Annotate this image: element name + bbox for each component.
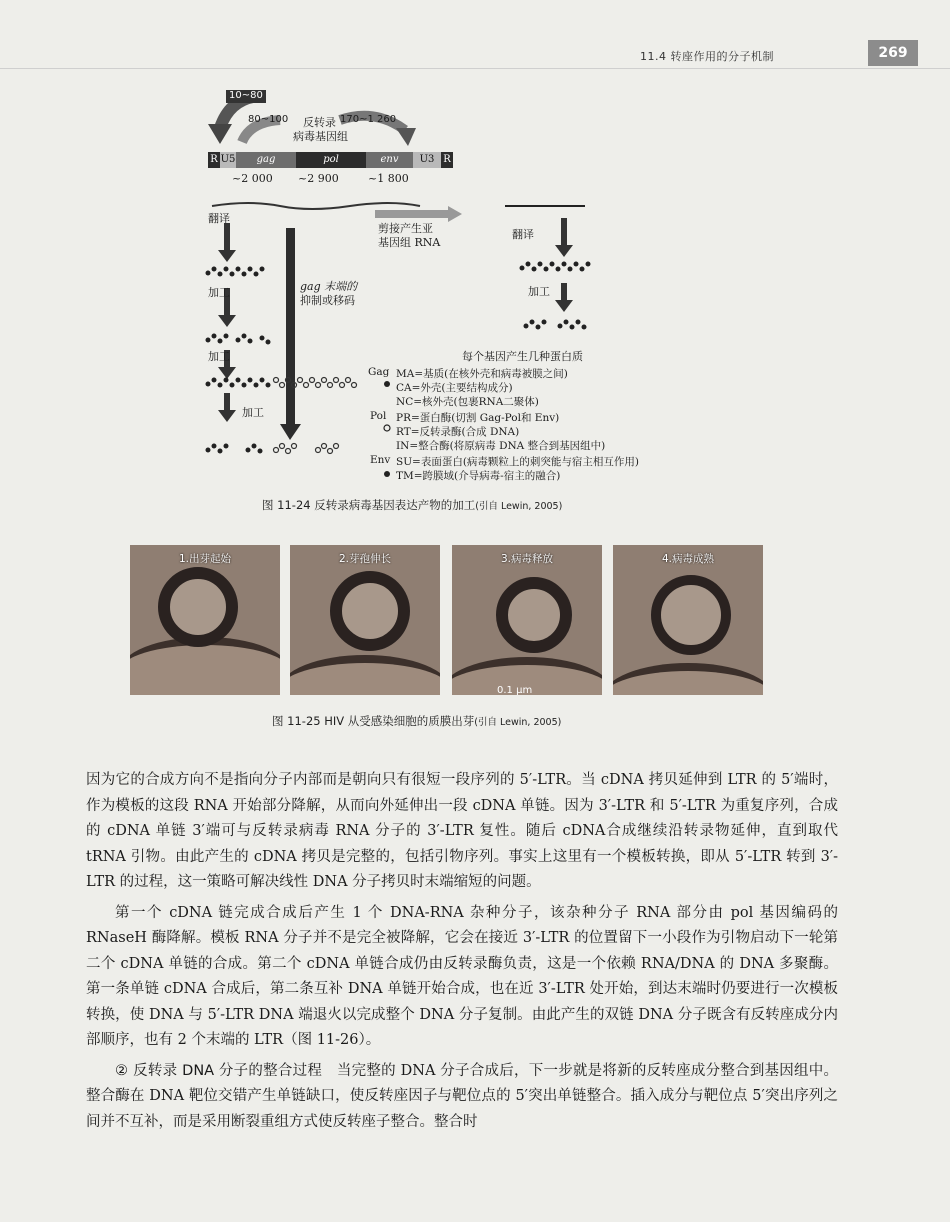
micrograph-virus-maturation: [613, 545, 763, 695]
legend-title: 每个基因产生几种蛋白质: [462, 350, 583, 363]
figure-11-25-caption: [272, 713, 561, 729]
panel-label-2: 2.芽孢伸长: [338, 553, 392, 565]
right-down-arrow-1: [555, 245, 573, 257]
legend-ca: CA=外壳(主要结构成分): [396, 382, 513, 394]
legend-gene-gag: Gag: [368, 366, 390, 378]
right-down-arrow-2: [555, 300, 573, 312]
arrowhead-right: [396, 128, 416, 146]
down-arrow-2: [218, 315, 236, 327]
paragraph-3-text: 当完整的 DNA 分子合成后，下一步就是将新的反转座成分整合到基因组中。整合酶在 DNA 靶位交错产生单链缺口，使反转座因子与靶位点的 5′突出单链整合。插入成分与靶位点 5′突出序列之间并不互补，而是采用断裂重组方式使反转座子整合。整合时: [86, 1062, 839, 1130]
legend-env-marker: [384, 471, 390, 477]
paragraph-3: [86, 1059, 838, 1136]
genome-title-2: 病毒基因组: [293, 130, 348, 143]
legend-in: IN=整合酶(将原病毒 DNA 整合到基因组中): [396, 440, 606, 452]
env-products: [524, 320, 587, 330]
body-text: [86, 768, 838, 1135]
spliced-rna-bar: [375, 210, 450, 218]
panel-label-1: 1.出芽起始: [178, 553, 232, 565]
caption-source: (引自 Lewin, 2005): [475, 501, 563, 512]
genome-title-1: 反转录: [303, 116, 336, 129]
segment-r-left: R: [208, 152, 220, 168]
segment-gag: gag: [236, 152, 296, 168]
caption-text: 图 11-24 反转录病毒基因表达产物的加工: [262, 498, 476, 512]
micrograph-budding-start: [130, 545, 280, 695]
processing-label-3: 加工: [242, 406, 264, 419]
gag-pol-polyprotein: [206, 378, 357, 388]
translation-right: 翻译: [512, 228, 534, 241]
legend-ma: MA=基质(在核外壳和病毒被膜之间): [396, 368, 568, 380]
length-gag: ~2 000: [232, 172, 273, 185]
cell-membrane: [290, 655, 440, 695]
legend-gag-marker: [384, 381, 390, 387]
figure-11-24-caption: [262, 497, 562, 513]
processing-label-2: 加工: [208, 350, 230, 363]
caption-text: 图 11-25 HIV 从受感染细胞的质膜出芽: [272, 714, 475, 728]
readthrough-bar: [286, 228, 295, 428]
legend-gene-env: Env: [370, 454, 391, 466]
legend-gene-pol: Pol: [370, 410, 387, 422]
length-pol: ~2 900: [298, 172, 339, 185]
virion: [496, 577, 572, 653]
segment-pol: pol: [296, 152, 366, 168]
label-170-1260: 170~1 260: [340, 114, 397, 125]
spliced-label-2: 基因组 RNA: [378, 236, 441, 249]
segment-r-right: R: [441, 152, 453, 168]
running-head: 11.4 转座作用的分子机制: [640, 50, 774, 63]
cell-membrane: [613, 663, 763, 695]
suppression-label-2: 抑制或移码: [300, 294, 355, 307]
segment-u5: U5: [220, 152, 236, 168]
polyprotein-gag: [206, 267, 265, 277]
page-number: 269: [868, 40, 918, 66]
legend-pr: PR=蛋白酶(切割 Gag-Pol和 Env): [396, 412, 560, 424]
scale-bar-label: 0.1 μm: [497, 685, 533, 696]
legend-su: SU=表面蛋白(病毒颗粒上的刺突能与宿主相互作用): [396, 456, 640, 468]
legend-rt: RT=反转录酶(合成 DNA): [396, 426, 520, 438]
processing-label-right: 加工: [528, 285, 550, 298]
virion: [330, 571, 410, 651]
legend-tm: TM=跨膜域(介导病毒-宿主的融合): [396, 470, 561, 482]
length-env: ~1 800: [368, 172, 409, 185]
translation-left: 翻译: [208, 212, 230, 225]
label-80-100: 80~100: [248, 114, 289, 125]
legend-nc: NC=核外壳(包裹RNA二聚体): [396, 396, 539, 408]
panel-label-3: 3.病毒释放: [500, 553, 554, 565]
paragraph-1: 因为它的合成方向不是指向分子内部而是朝向只有很短一段序列的 5′-LTR。当 cDNA 拷贝延伸到 LTR 的 5′端时，作为模板的这段 RNA 开始部分降解，从而向外延伸出一段 cDNA 单链。因为 3′-LTR 和 5′-LTR 为重复序列，合成的 cDNA 单链 3′端可与反转录病毒 RNA 分子的 3′-LTR 复性。随后 cDNA合成继续沿转录物延伸，直到取代 tRNA 引物。由此产生的 cDNA 拷贝是完整的，包括引物序列。事实上这里有一个模板转换，即从 5′-LTR 转到 3′-LTR 的过程，这一策略可解决线性 DNA 分子拷贝时末端缩短的问题。: [86, 772, 838, 890]
segment-u3: U3: [413, 152, 441, 168]
virion: [158, 567, 238, 647]
paragraph-3-heading: ② 反转录 DNA 分子的整合过程: [115, 1062, 323, 1079]
arrowhead-left: [208, 124, 232, 144]
caption-source: (引自 Lewin, 2005): [474, 717, 562, 728]
readthrough-arrowhead: [280, 424, 301, 440]
processing-label-1: 加工: [208, 286, 230, 299]
virion: [651, 575, 731, 655]
spliced-rna-arrowhead: [448, 206, 462, 222]
label-10-80: 10~80: [226, 90, 266, 103]
down-arrow-3: [218, 367, 236, 379]
figure-retrovirus-processing: [190, 88, 890, 508]
final-products: [206, 444, 339, 454]
paragraph-2: 第一个 cDNA 链完成合成后产生 1 个 DNA-RNA 杂种分子，该杂种分子 RNA 部分由 pol 基因编码的 RNaseH 酶降解。模板 RNA 分子并不是完全被降解，它会在接近 3′-LTR 的位置留下一小段作为引物启动下一轮第二个 cDNA 单链的合成。第二个 cDNA 单链合成仍由反转录酶负责，这是一个依赖 RNA/DNA 的 DNA 多聚酶。第一条单链 cDNA 合成后，第二条互补 DNA 单链开始合成，也在近 3′-LTR 处开始，到达末端时仍要进行一次模板转换，使 DNA 与 5′-LTR DNA 端退火以完成整个 DNA 分子复制。由此产生的双链 DNA 分子既含有反转座成分内部顺序，也有 2 个末端的 LTR（图 11-26）。: [86, 904, 838, 1048]
genome-bar: [208, 152, 453, 168]
down-arrow-1: [218, 250, 236, 262]
panel-label-4: 4.病毒成熟: [661, 553, 715, 565]
legend-pol-marker: [384, 425, 390, 431]
micrograph-bud-elongation: [290, 545, 440, 695]
header-rule: [0, 68, 950, 69]
full-transcript: [212, 203, 420, 209]
down-arrow-4: [218, 410, 236, 422]
spliced-label-1: 剪接产生亚: [378, 222, 433, 235]
micrograph-virus-release: [452, 545, 602, 695]
suppression-label-1: gag 末端的: [300, 280, 358, 293]
env-polyprotein: [520, 262, 591, 272]
segment-env: env: [366, 152, 413, 168]
cleaved-gag: [206, 334, 271, 345]
